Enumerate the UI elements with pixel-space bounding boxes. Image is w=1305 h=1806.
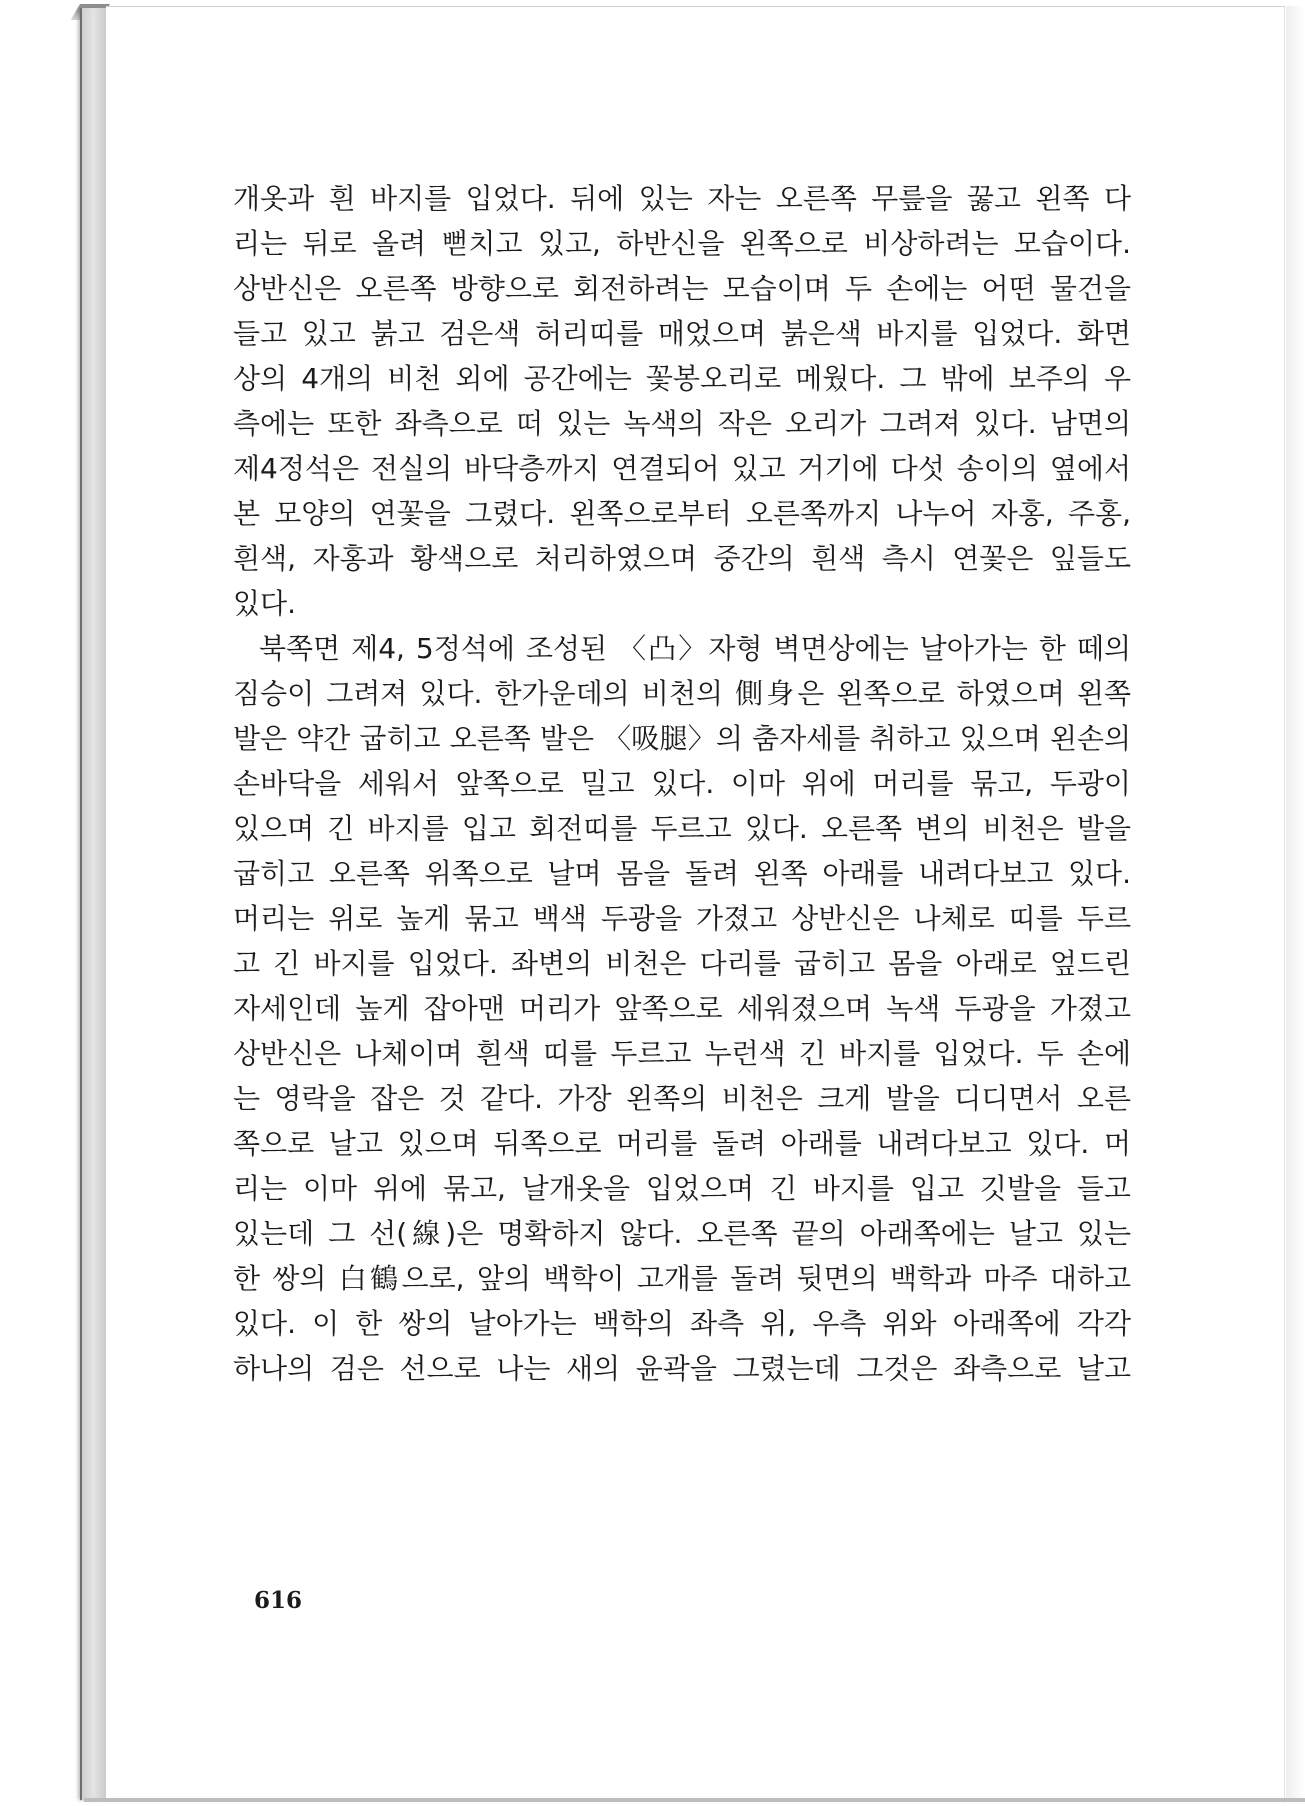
text-line: 있는데 그 선(線)은 명확하지 않다. 오른쪽 끝의 아래쪽에는 날고 있는 bbox=[233, 1217, 1131, 1250]
text-line: 발은 약간 굽히고 오른쪽 발은 〈吸腿〉의 춤자세를 취하고 있으며 왼손의 bbox=[233, 722, 1131, 755]
text-line: 있다. bbox=[233, 587, 296, 620]
text-line: 들고 있고 붉고 검은색 허리띠를 매었으며 붉은색 바지를 입었다. 화면 bbox=[233, 317, 1131, 350]
text-line: 한 쌍의 白鶴으로, 앞의 백학이 고개를 돌려 뒷면의 백학과 마주 대하고 bbox=[233, 1262, 1131, 1295]
page-number: 616 bbox=[254, 1587, 303, 1614]
paragraph-1 bbox=[233, 176, 1131, 626]
text-line: 는 영락을 잡은 것 같다. 가장 왼쪽의 비천은 크게 발을 디디면서 오른 bbox=[233, 1082, 1131, 1115]
text-line: 상의 4개의 비천 외에 공간에는 꽃봉오리로 메웠다. 그 밖에 보주의 우 bbox=[233, 362, 1131, 395]
text-line: 제4정석은 전실의 바닥층까지 연결되어 있고 거기에 다섯 송이의 옆에서 bbox=[233, 452, 1131, 485]
text-line: 있으며 긴 바지를 입고 회전띠를 두르고 있다. 오른쪽 변의 비천은 발을 bbox=[233, 812, 1131, 845]
text-line: 측에는 또한 좌측으로 떠 있는 녹색의 작은 오리가 그려져 있다. 남면의 bbox=[233, 407, 1131, 440]
text-line: 손바닥을 세워서 앞쪽으로 밀고 있다. 이마 위에 머리를 묶고, 두광이 bbox=[233, 767, 1131, 800]
text-line: 본 모양의 연꽃을 그렸다. 왼쪽으로부터 오른쪽까지 나누어 자홍, 주홍, bbox=[233, 497, 1131, 530]
text-line: 개옷과 흰 바지를 입었다. 뒤에 있는 자는 오른쪽 무릎을 꿇고 왼쪽 다 bbox=[233, 182, 1131, 215]
text-line: 하나의 검은 선으로 나는 새의 윤곽을 그렸는데 그것은 좌측으로 날고 bbox=[233, 1352, 1131, 1385]
page-right-edge bbox=[1286, 6, 1305, 1802]
body-text bbox=[233, 176, 1131, 1391]
text-line: 굽히고 오른쪽 위쪽으로 날며 몸을 돌려 왼쪽 아래를 내려다보고 있다. bbox=[233, 857, 1131, 890]
paragraph-2 bbox=[233, 626, 1131, 1391]
text-line: 고 긴 바지를 입었다. 좌변의 비천은 다리를 굽히고 몸을 아래로 엎드린 bbox=[233, 947, 1131, 980]
text-line: 흰색, 자홍과 황색으로 처리하였으며 중간의 흰색 측시 연꽃은 잎들도 bbox=[233, 542, 1131, 575]
text-line: 리는 뒤로 올려 뻗치고 있고, 하반신을 왼쪽으로 비상하려는 모습이다. bbox=[233, 227, 1131, 260]
book-spine bbox=[80, 8, 109, 1800]
text-line: 자세인데 높게 잡아맨 머리가 앞쪽으로 세워졌으며 녹색 두광을 가졌고 bbox=[233, 992, 1131, 1025]
text-line: 머리는 위로 높게 묶고 백색 두광을 가졌고 상반신은 나체로 띠를 두르 bbox=[233, 902, 1131, 935]
page-bottom-edge bbox=[84, 1798, 1305, 1802]
text-line: 상반신은 나체이며 흰색 띠를 두르고 누런색 긴 바지를 입었다. 두 손에 bbox=[233, 1037, 1131, 1070]
text-line: 상반신은 오른쪽 방향으로 회전하려는 모습이며 두 손에는 어떤 물건을 bbox=[233, 272, 1131, 305]
text-line: 쪽으로 날고 있으며 뒤쪽으로 머리를 돌려 아래를 내려다보고 있다. 머 bbox=[233, 1127, 1131, 1160]
text-line: 있다. 이 한 쌍의 날아가는 백학의 좌측 위, 우측 위와 아래쪽에 각각 bbox=[233, 1307, 1131, 1340]
text-line: 짐승이 그려져 있다. 한가운데의 비천의 側身은 왼쪽으로 하였으며 왼쪽 bbox=[233, 677, 1131, 710]
text-line: 리는 이마 위에 묶고, 날개옷을 입었으며 긴 바지를 입고 깃발을 들고 bbox=[233, 1172, 1131, 1205]
text-line: 북쪽면 제4, 5정석에 조성된 〈凸〉자형 벽면상에는 날아가는 한 떼의 bbox=[259, 632, 1131, 665]
